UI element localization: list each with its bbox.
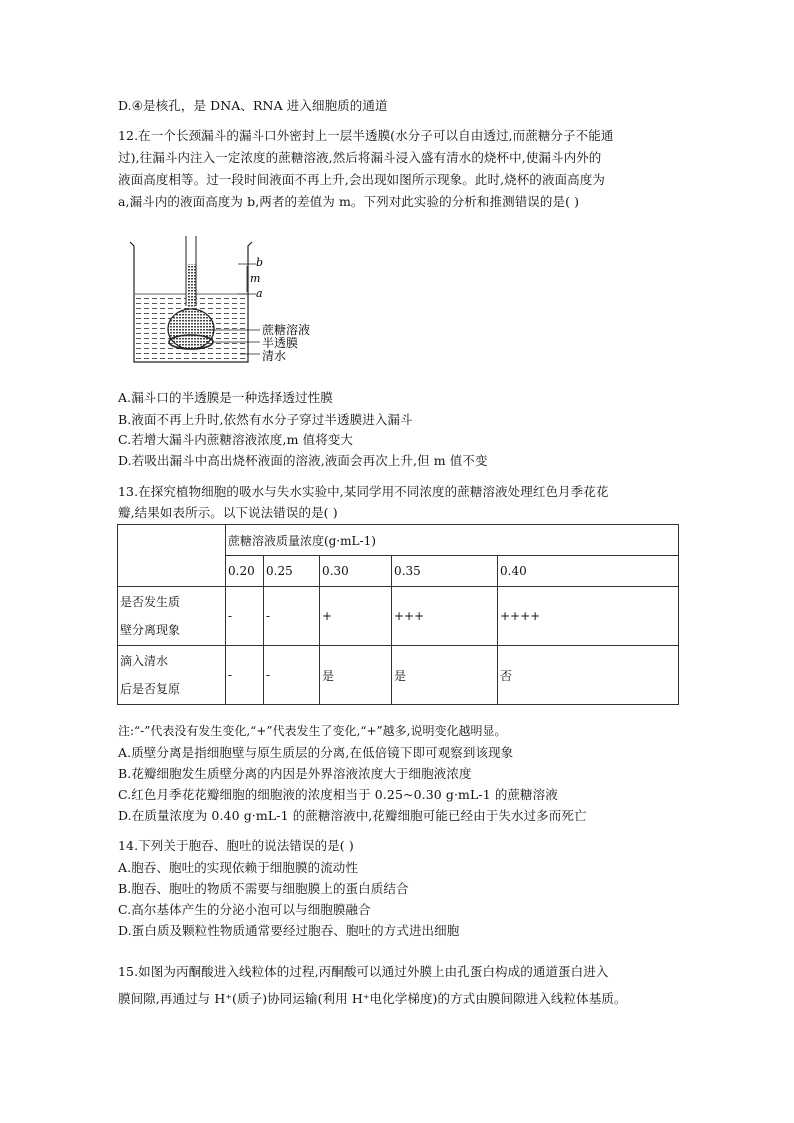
q13-option-b: B.花瓣细胞发生质壁分离的内因是外界溶液浓度大于细胞液浓度 <box>118 766 472 781</box>
conc-035: 0.35 <box>392 556 498 587</box>
table-cell: 是 <box>392 646 498 705</box>
label-membrane: 半透膜 <box>262 336 299 350</box>
label-water: 清水 <box>262 349 287 363</box>
q12-stem-line-3: 液面高度相等。过一段时间液面不再上升,会出现如图所示现象。此时,烧杯的液面高度为 <box>118 172 605 187</box>
table-cell: - <box>226 587 264 646</box>
osmosis-figure <box>128 236 338 372</box>
q13-option-a: A.质壁分离是指细胞壁与原生质层的分离,在低倍镜下即可观察到该现象 <box>118 745 514 760</box>
table-cell: 是 <box>320 646 392 705</box>
table-cell: +++ <box>392 587 498 646</box>
label-a: a <box>256 287 263 300</box>
table-cell: + <box>320 587 392 646</box>
conc-040: 0.40 <box>498 556 679 587</box>
q13-note: 注:“-”代表没有发生变化,“+”代表发生了变化,“+”越多,说明变化越明显。 <box>118 724 507 738</box>
conc-020: 0.20 <box>226 556 264 587</box>
q12-option-b: B.液面不再上升时,依然有水分子穿过半透膜进入漏斗 <box>118 412 413 427</box>
q15-stem-line-1: 15.如图为丙酮酸进入线粒体的过程,丙酮酸可以通过外膜上由孔蛋白构成的通道蛋白进入 <box>118 964 609 979</box>
q13-stem-line-1: 13.在探究植物细胞的吸水与失水实验中,某同学用不同浓度的蔗糖溶液处理红色月季花花 <box>118 484 609 499</box>
q14-option-c: C.高尔基体产生的分泌小泡可以与细胞膜融合 <box>118 902 371 917</box>
table-cell: 否 <box>498 646 679 705</box>
q12-stem-line-1: 12.在一个长颈漏斗的漏斗口外密封上一层半透膜(水分子可以自由透过,而蔗糖分子不能通 <box>118 128 614 143</box>
q12-stem-line-4: a,漏斗内的液面高度为 b,两者的差值为 m。下列对此实验的分析和推测错误的是( ) <box>118 194 580 209</box>
q13-option-c: C.红色月季花花瓣细胞的细胞液的浓度相当于 0.25~0.30 g·mL-1 的蔗糖溶液 <box>118 787 558 802</box>
q15-stem-line-2: 膜间隙,再通过与 H⁺(质子)协同运输(利用 H⁺电化学梯度)的方式由膜间隙进入线粒体基质。 <box>118 991 627 1006</box>
q12-stem-line-2: 过),往漏斗内注入一定浓度的蔗糖溶液,然后将漏斗浸入盛有清水的烧杯中,使漏斗内外的 <box>118 150 602 165</box>
q14-stem: 14.下列关于胞吞、胞吐的说法错误的是( ) <box>118 838 354 853</box>
q12-option-c: C.若增大漏斗内蔗糖溶液浓度,m 值将变大 <box>118 432 353 447</box>
table-cell: ++++ <box>498 587 679 646</box>
conc-025: 0.25 <box>264 556 320 587</box>
label-sucrose: 蔗糖溶液 <box>262 323 311 337</box>
table-cell: - <box>226 646 264 705</box>
q14-option-d: D.蛋白质及颗粒性物质通常要经过胞吞、胞吐的方式进出细胞 <box>118 923 460 938</box>
funnel-bulb <box>168 309 214 349</box>
q12-option-a: A.漏斗口的半透膜是一种选择透过性膜 <box>118 390 333 405</box>
label-b: b <box>256 256 264 269</box>
row2-label: 滴入清水 后是否复原 <box>118 646 226 705</box>
results-table <box>117 524 679 705</box>
q13-stem-line-2: 瓣,结果如表所示。以下说法错误的是( ) <box>118 505 338 520</box>
table-cell: - <box>264 646 320 705</box>
sucrose-column <box>187 264 196 308</box>
conc-030: 0.30 <box>320 556 392 587</box>
q11-option-d: D.④是核孔，是 DNA、RNA 进入细胞质的通道 <box>118 98 388 113</box>
table-cell: - <box>264 587 320 646</box>
q14-option-a: A.胞吞、胞吐的实现依赖于细胞膜的流动性 <box>118 860 359 875</box>
row1-label: 是否发生质 壁分离现象 <box>118 587 226 646</box>
q14-option-b: B.胞吞、胞吐的物质不需要与细胞膜上的蛋白质结合 <box>118 881 409 896</box>
q13-option-d: D.在质量浓度为 0.40 g·mL-1 的蔗糖溶液中,花瓣细胞可能已经由于失水过多而死亡 <box>118 808 587 823</box>
q12-option-d: D.若吸出漏斗中高出烧杯液面的溶液,液面会再次上升,但 m 值不变 <box>118 453 488 468</box>
label-m: m <box>250 272 261 285</box>
table-header: 蔗糖溶液质量浓度(g·mL-1) <box>226 525 679 556</box>
